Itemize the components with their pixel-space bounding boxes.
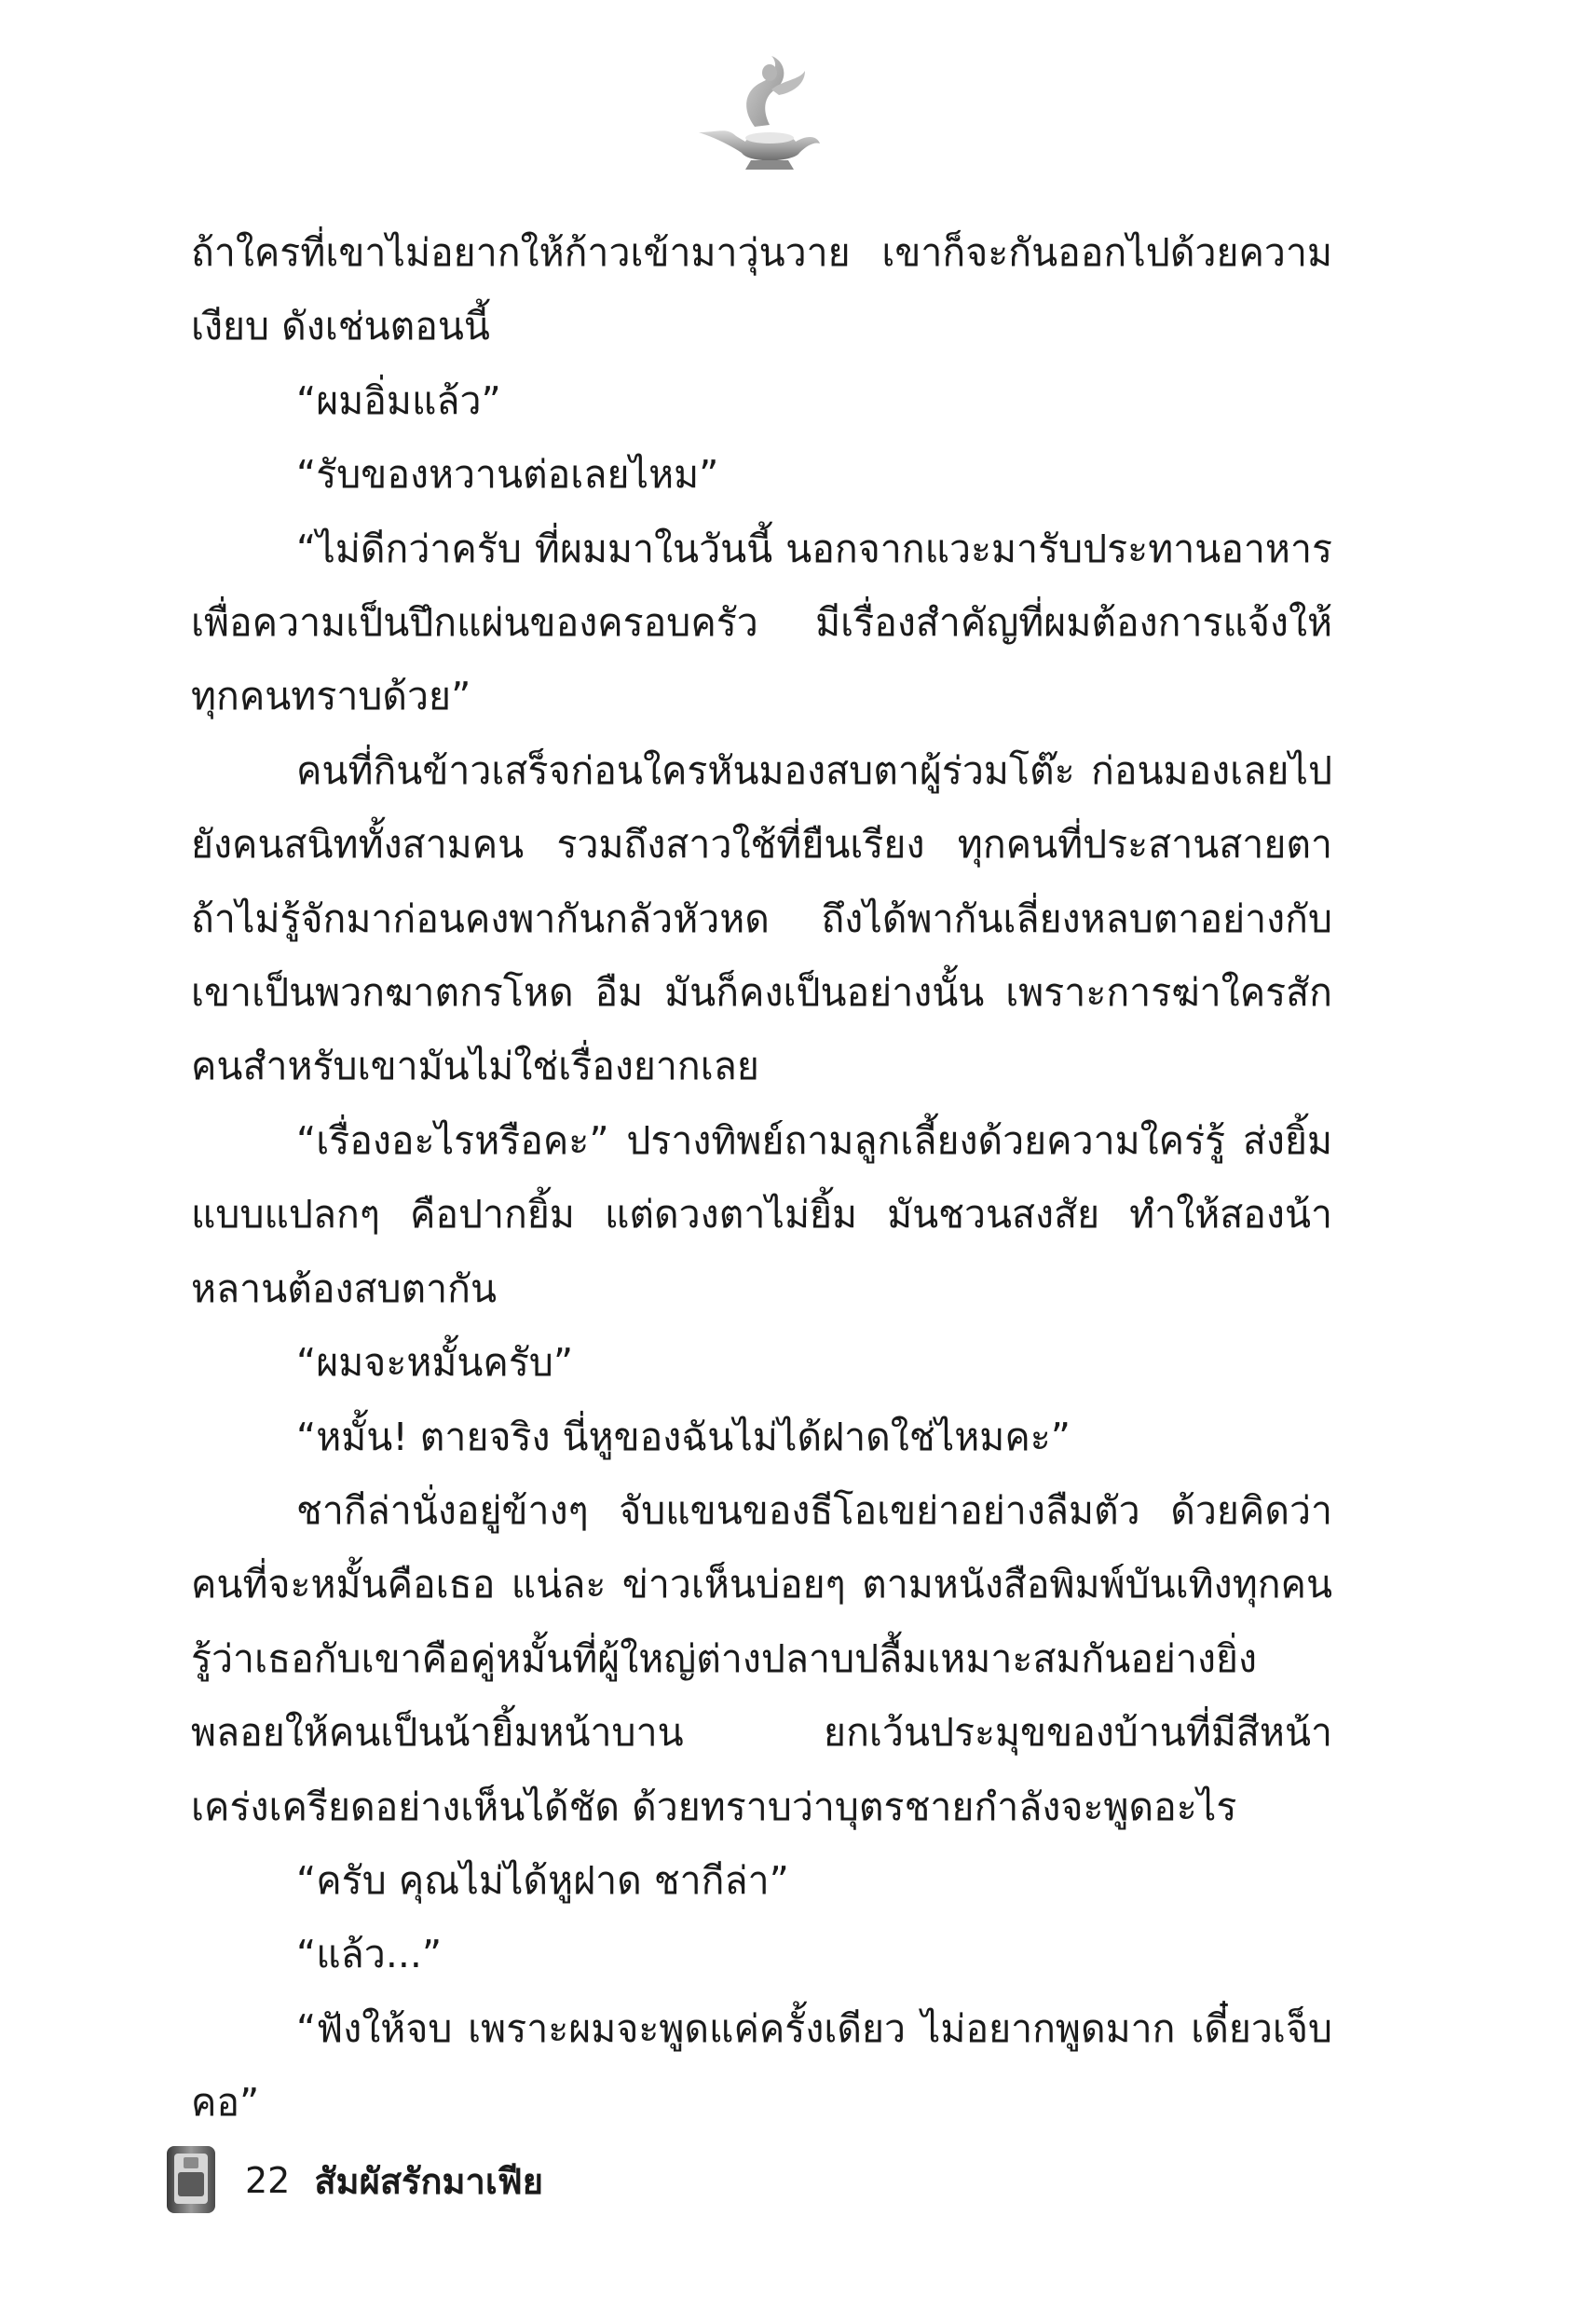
book-title: สัมผัสรักมาเฟีย <box>314 2160 544 2202</box>
paragraph-6: “เรื่องอะไรหรือคะ” ปรางทิพย์ถามลูกเลี้ยงด้วยความใคร่รู้ ส่งยิ้มแบบแปลกๆ คือปากยิ้ม แต่ดวงตาไม่ยิ้ม มันชวนสงสัย ทำให้สองน้าหลานต้องสบตากัน <box>191 1117 1332 1311</box>
genie-lamp-icon <box>689 52 829 173</box>
paragraph-12: “ฟังให้จบ เพราะผมจะพูดแค่ครั้งเดียว ไม่อยากพูดมาก เดี๋ยวเจ็บคอ” <box>191 2005 1332 2126</box>
paragraph-1: ถ้าใครที่เขาไม่อยากให้ก้าวเข้ามาวุ่นวาย เขาก็จะกันออกไปด้วยความเงียบ ดังเช่นตอนนี้ <box>191 230 1332 349</box>
paragraph-11: “แล้ว...” <box>296 1932 443 1977</box>
body-text <box>191 216 1332 2140</box>
paragraph-10: “ครับ คุณไม่ได้หูฝาด ชากีล่า” <box>296 1857 789 1903</box>
book-icon <box>163 2144 219 2217</box>
paragraph-4: “ไม่ดีกว่าครับ ที่ผมมาในวันนี้ นอกจากแวะมารับประทานอาหารเพื่อความเป็นปึกแผ่นของครอบครัว มีเรื่องสำคัญที่ผมต้องการแจ้งให้ทุกคนทราบด้วย” <box>191 526 1332 719</box>
page-number: 22 <box>245 2160 291 2201</box>
paragraph-8: “หมั้น! ตายจริง นี่หูของฉันไม่ได้ฝาดใช่ไหมคะ” <box>296 1414 1071 1459</box>
page-footer <box>163 2143 543 2218</box>
paragraph-9: ชากีล่านั่งอยู่ข้างๆ จับแขนของธีโอเขย่าอย่างลืมตัว ด้วยคิดว่าคนที่จะหมั้นคือเธอ แน่ละ ข่าวเห็นบ่อยๆ ตามหนังสือพิมพ์บันเทิงทุกคนรู้ว่าเธอกับเขาคือคู่หมั้นที่ผู้ใหญ่ต่างปลาบปลื้มเหมาะสมกันอย่างยิ่ง พลอยให้คนเป็นน้ายิ้มหน้าบาน ยกเว้นประมุขของบ้านที่มีสีหน้าเคร่งเครียดอย่างเห็นได้ชัด ด้วยทราบว่าบุตรชายกำลังจะพูดอะไร <box>191 1487 1332 1829</box>
paragraph-7: “ผมจะหมั้นครับ” <box>296 1340 574 1386</box>
paragraph-5: คนที่กินข้าวเสร็จก่อนใครหันมองสบตาผู้ร่วมโต๊ะ ก่อนมองเลยไปยังคนสนิททั้งสามคน รวมถึงสาวใช้ที่ยืนเรียง ทุกคนที่ประสานสายตา ถ้าไม่รู้จักมาก่อนคงพากันกลัวหัวหด ถึงได้พากันเลี่ยงหลบตาอย่างกับเขาเป็นพวกฆาตกรโหด อืม มันก็คงเป็นอย่างนั้น เพราะการฆ่าใครสักคนสำหรับเขามันไม่ใช่เรื่องยากเลย <box>191 747 1332 1089</box>
paragraph-2: “ผมอิ่มแล้ว” <box>296 377 501 423</box>
paragraph-3: “รับของหวานต่อเลยไหม” <box>296 452 719 498</box>
